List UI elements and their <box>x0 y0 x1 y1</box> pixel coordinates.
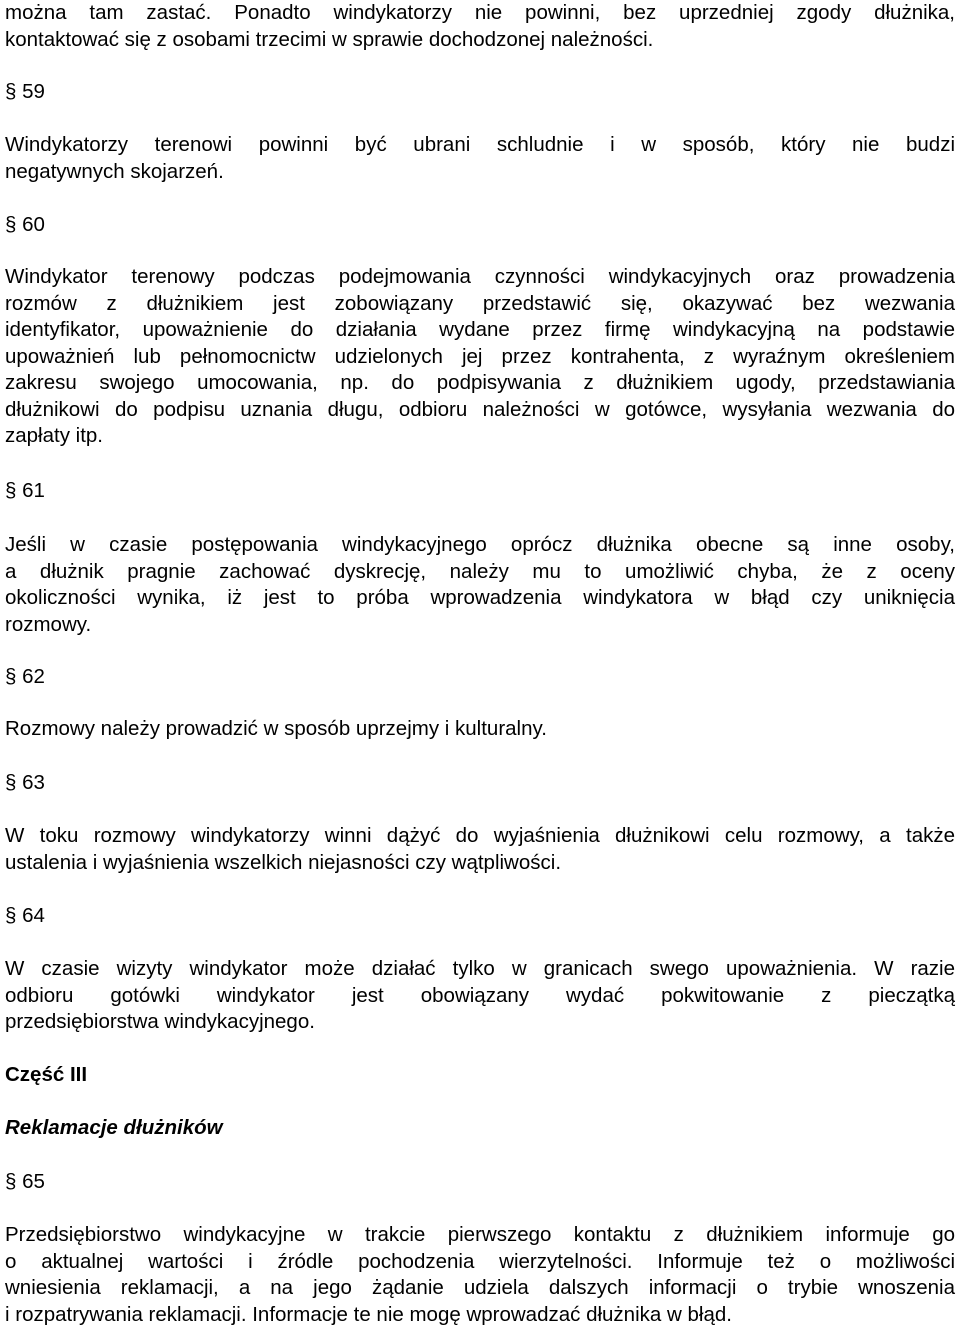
section-number-64: § 64 <box>5 904 45 927</box>
part-heading: Część III <box>5 1063 88 1086</box>
section-number-63: § 63 <box>5 771 45 794</box>
paragraph-61 <box>5 532 955 638</box>
text-line: W toku rozmowy windykatorzy winni dążyć do wyjaśnienia dłużnikowi celu rozmowy, a także <box>5 824 955 847</box>
paragraph-65 <box>5 1222 955 1328</box>
paragraph-intro <box>5 0 955 53</box>
text-line: zapłaty itp. <box>5 424 103 447</box>
text-line: Przedsiębiorstwo windykacyjne w trakcie pierwszego kontaktu z dłużnikiem informuje go <box>5 1223 955 1246</box>
text-line: wniesienia reklamacji, a na jego żądanie udziela dalszych informacji o trybie wnoszenia <box>5 1276 955 1299</box>
text-line: upoważnień lub pełnomocnictw udzielonych jej przez kontrahenta, z wyraźnym określeniem <box>5 344 955 368</box>
paragraph-60 <box>5 264 955 450</box>
text-line: negatywnych skojarzeń. <box>5 159 224 183</box>
text-line: dłużnikowi do podpisu uznania długu, odbioru należności w gotówce, wysyłania wezwania do <box>5 397 955 421</box>
text-line: a dłużnik pragnie zachować dyskrecję, należy mu to umożliwić chyba, że z oceny <box>5 559 955 583</box>
section-number-60: § 60 <box>5 213 45 236</box>
text-line: odbioru gotówki windykator jest obowiązany wydać pokwitowanie z pieczątką <box>5 983 955 1007</box>
text-line: Windykatorzy terenowi powinni być ubrani schludnie i w sposób, który nie budzi <box>5 133 955 156</box>
text-line: Windykator terenowy podczas podejmowania czynności windykacyjnych oraz prowadzenia <box>5 265 955 288</box>
text-line: można tam zastać. Ponadto windykatorzy nie powinni, bez uprzedniej zgody dłużnika, <box>5 1 955 24</box>
paragraph-62 <box>5 716 955 743</box>
text-line: przedsiębiorstwa windykacyjnego. <box>5 1010 315 1033</box>
paragraph-64 <box>5 956 955 1036</box>
text-line: rozmów z dłużnikiem jest zobowiązany przedstawić się, okazywać bez wezwania <box>5 291 955 315</box>
paragraph-63 <box>5 823 955 876</box>
section-number-65: § 65 <box>5 1170 45 1193</box>
text-line: W czasie wizyty windykator może działać tylko w granicach swego upoważnienia. W razie <box>5 957 955 980</box>
text-line: zakresu swojego umocowania, np. do podpisywania z dłużnikiem ugody, przedstawiania <box>5 371 955 394</box>
section-number-62: § 62 <box>5 665 45 688</box>
text-line: i rozpatrywania reklamacji. Informacje te nie mogę wprowadzać dłużnika w błąd. <box>5 1302 732 1326</box>
text-line: ustalenia i wyjaśnienia wszelkich niejasności czy wątpliwości. <box>5 850 562 874</box>
paragraph-59 <box>5 132 955 185</box>
text-line: okoliczności wynika, iż jest to próba wprowadzenia windykatora w błąd czy uniknięcia <box>5 586 955 609</box>
text-line: Rozmowy należy prowadzić w sposób uprzejmy i kulturalny. <box>5 717 547 740</box>
text-line: o aktualnej wartości i źródle pochodzenia wierzytelności. Informuje też o możliwości <box>5 1249 955 1273</box>
section-number-61: § 61 <box>5 479 45 502</box>
text-line: Jeśli w czasie postępowania windykacyjnego oprócz dłużnika obecne są inne osoby, <box>5 533 955 556</box>
text-line: rozmowy. <box>5 612 92 636</box>
text-line: identyfikator, upoważnienie do działania wydane przez firmę windykacyjną na podstawie <box>5 318 955 341</box>
text-line: kontaktować się z osobami trzecimi w sprawie dochodzonej należności. <box>5 27 654 51</box>
part-title: Reklamacje dłużników <box>5 1116 223 1139</box>
section-number-59: § 59 <box>5 80 45 103</box>
